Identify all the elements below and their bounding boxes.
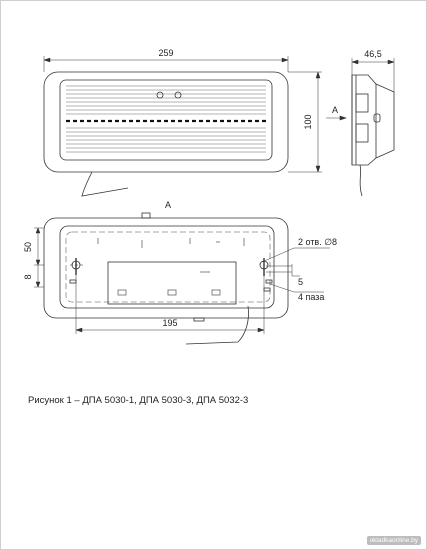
view-arrow-label: A: [331, 105, 339, 115]
dim-8-label: 8: [23, 274, 33, 280]
figure-caption: Рисунок 1 – ДПА 5030-1, ДПА 5030-3, ДПА 5032-3: [28, 395, 249, 406]
indicator-led-left: [157, 92, 163, 98]
side-view: [352, 75, 394, 196]
dim-100-label: 100: [303, 114, 313, 130]
battery-compartment: [108, 262, 236, 304]
view-arrow: [326, 116, 346, 120]
dim-50-label: 50: [23, 241, 33, 253]
side-clip-top: [356, 94, 368, 112]
right-leaders: [262, 248, 330, 292]
watermark: okladkaonline.by: [367, 536, 421, 545]
indicator-led-right: [175, 92, 181, 98]
holes-label: 2 отв. ∅8: [298, 237, 338, 247]
side-cable: [360, 165, 362, 196]
back-housing-outline: [44, 218, 288, 318]
top-tab: [142, 213, 150, 218]
side-clip-bottom: [356, 124, 368, 142]
dim-259-label: 259: [158, 48, 174, 58]
front-louvers: [66, 86, 266, 152]
side-housing: [352, 75, 394, 165]
front-cable: [82, 172, 128, 196]
compartment-marks: [98, 238, 244, 295]
dim-5-label: 5: [298, 277, 304, 287]
slots-label: 4 паза: [298, 292, 325, 302]
front-view: [44, 72, 288, 196]
back-inner-frame: [60, 226, 274, 308]
dim-195-label: 195: [162, 318, 178, 328]
dim-50-8-lines: [34, 228, 44, 287]
back-view-label: A: [164, 200, 172, 210]
dim-259-line: [44, 56, 288, 72]
back-cable: [186, 306, 249, 344]
dim-46-label: 46,5: [364, 49, 382, 59]
